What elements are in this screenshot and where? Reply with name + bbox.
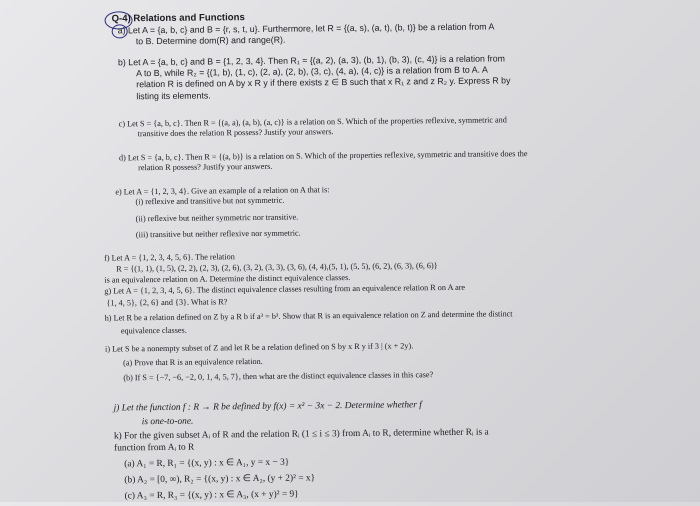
- part-f-line: R = {(1, 1), (1, 5), (2, 2), (2, 3), (2, 6), (3, 2), (3, 3), (3, 6), (4, 4),(5, 1), (5, 5), (6, 2), (6, 3), (6, 6)}: [116, 261, 438, 274]
- part-b-line: A to B, while R₂ = {(1, b), (1, c), (2, a), (2, b), (3, c), (4, a), (4, c)} is a relation from B to A. A: [136, 64, 488, 79]
- part-a-line: a) Let A = {a, b, c} and B = {r, s, t, u}. Furthermore, let R = {(a, s), (a, t), (b, t)} be a relation from A: [117, 21, 495, 36]
- part-i-line: (b) If S = {−7, −6, −2, 0, 1, 4, 5, 7}, then what are the distinct equivalence classes in this case?: [123, 369, 434, 383]
- part-k-line: (c) A₃ = R, R₃ = {(x, y) : x ∈ A₃, (x + y)² = 9}: [124, 489, 299, 502]
- part-c: [119, 115, 507, 140]
- part-k-line: (a) A₁ = R, R₁ = {(x, y) : x ∈ A₁, y = x − 3}: [124, 457, 290, 470]
- part-i-line: (a) Prove that R is an equivalence relation.: [123, 357, 263, 368]
- part-k-line: function from Aᵢ to R: [114, 442, 195, 454]
- part-j-line: j) Let the function f : R → R be defined by f(x) = x² − 3x − 2. Determine whether f: [113, 400, 422, 414]
- part-f-line: f) Let A = {1, 2, 3, 4, 5, 6}. The relation: [104, 252, 235, 263]
- part-g-line: {1, 4, 5}, {2, 6} and {3}. What is R?: [106, 297, 228, 308]
- part-c-line: transitive does the relation R possess? Justify your answers.: [137, 127, 334, 139]
- part-f: [104, 250, 438, 286]
- part-d-line: relation R possess? Justify your answers.: [138, 162, 273, 173]
- part-k-line: k) For the given subset Aᵢ of R and the relation Rᵢ (1 ≤ i ≤ 3) from Aᵢ to R, determine whether Rᵢ is a: [113, 427, 489, 442]
- part-k-line: (b) A₂ = [0, ∞), R₂ = {(x, y) : x ∈ A₂, (y + 2)² = x}: [124, 473, 316, 486]
- part-e-line: (iii) transitive but neither reflexive nor symmetric.: [135, 228, 301, 240]
- part-d: [119, 149, 528, 174]
- part-e: [115, 185, 330, 241]
- part-h-line: equivalence classes.: [120, 326, 187, 336]
- part-b: [118, 53, 511, 102]
- part-a-line: to B. Determine dom(R) and range(R).: [135, 34, 286, 47]
- part-g-line: g) Let A = {1, 2, 3, 4, 5, 6}. The distinct equivalence classes resulting from an equivalence relation R on A are: [104, 282, 466, 296]
- part-j-line: is one-to-one.: [141, 416, 194, 428]
- part-g: [104, 283, 465, 310]
- part-c-line: c) Let S = {a, b, c}. Then R = {(a, a), (a, b), (a, c)} is a relation on S. Which of the properties reflexive, symmetric and: [118, 115, 507, 129]
- part-e-line: e) Let A = {1, 2, 3, 4}. Give an example of a relation on A that is:: [115, 185, 330, 197]
- part-h-line: h) Let R be a relation defined on Z by a R b if a³ = b³. Show that R is an equivalence relation on Z and determine the distinct: [104, 309, 513, 323]
- part-e-line: (i) reflexive and transitive but not symmetric.: [135, 196, 285, 207]
- part-j: [114, 399, 422, 428]
- part-b-line: listing its elements.: [136, 90, 211, 101]
- part-a: [118, 21, 495, 47]
- part-k: [114, 427, 489, 503]
- part-i-line: i) Let S be a nonempty subset of Z and let R be a relation defined on S by x R y if 3 | (x + 2y).: [104, 341, 414, 354]
- part-i: [105, 341, 433, 384]
- page-title: Q-4) Relations and Functions: [111, 12, 245, 25]
- question-header: [111, 12, 244, 25]
- part-f-line: is an equivalence relation on A. Determine the distinct equivalence classes.: [104, 272, 351, 285]
- part-e-line: (ii) reflexive but neither symmetric nor transitive.: [135, 212, 299, 224]
- part-b-line: relation R is defined on A by x R y if there exists z ∈ B such that x R₁ z and z R₂ y. Express R by: [136, 75, 511, 90]
- part-d-line: d) Let S = {a, b, c}. Then R = {(a, b)} is a relation on S. Which of the properties reflexive, symmetric and transitive does the: [118, 149, 528, 163]
- part-b-line: b) Let A = {a, b, c} and B = {1, 2, 3, 4}. Then R₁ = {(a, 2), (a, 3), (b, 1), (b, 3), (c, 4)} is a relation from: [117, 53, 505, 68]
- part-h: [105, 309, 513, 337]
